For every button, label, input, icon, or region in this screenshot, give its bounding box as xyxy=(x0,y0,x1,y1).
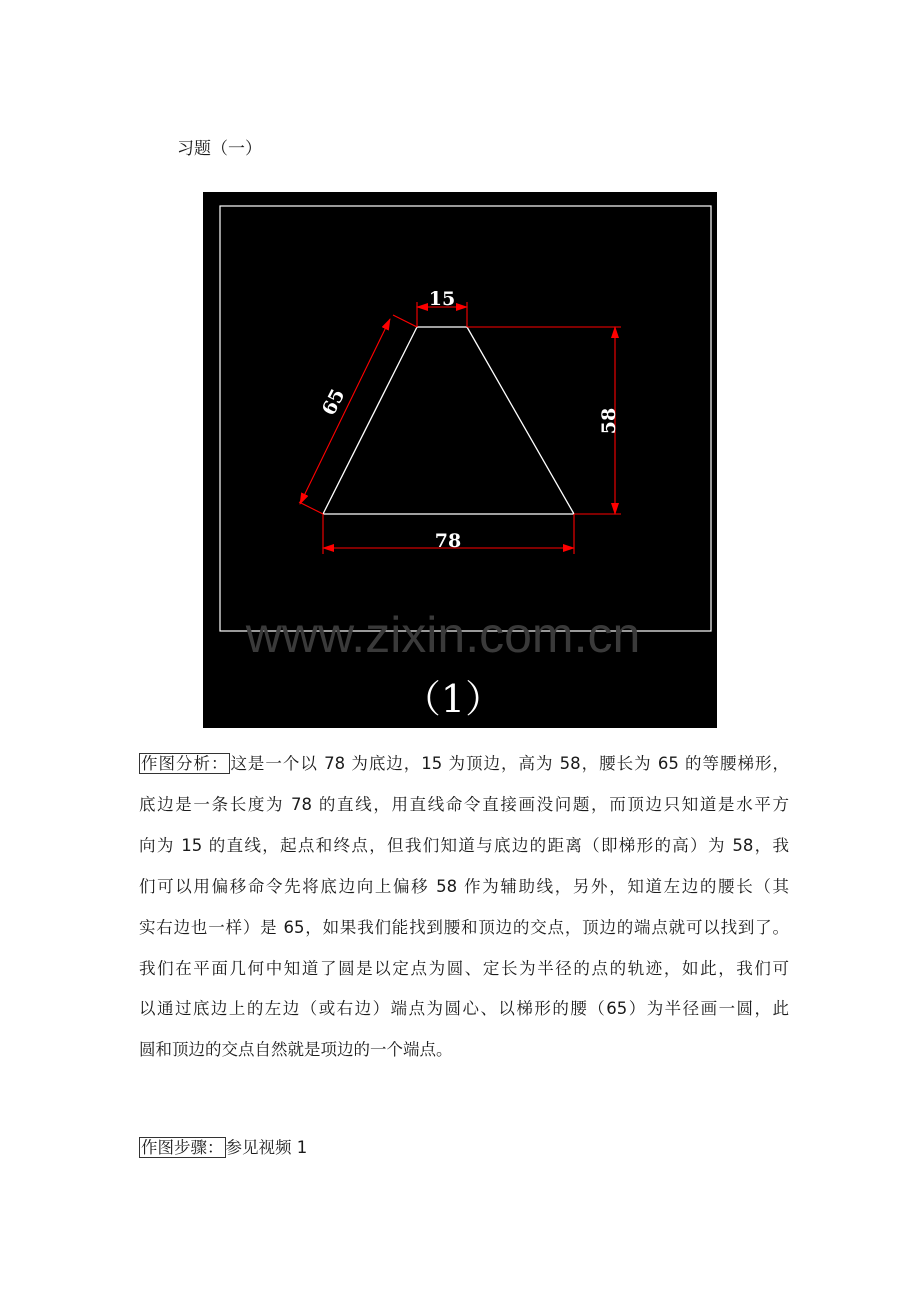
steps-label: 作图步骤： xyxy=(141,1138,224,1157)
trapezoid-outline xyxy=(323,327,574,514)
figure-caption: （1） xyxy=(402,677,504,721)
analysis-line-5: 实右边也一样）是 65，如果我们能找到腰和顶边的交点，顶边的端点就可以找到了。 xyxy=(139,917,789,937)
cad-drawing xyxy=(203,192,717,728)
dimension-bottom-label: 78 xyxy=(434,530,462,552)
analysis-line-6: 我们在平面几何中知道了圆是以定点为圆、定长为半径的点的轨迹，如此，我们可 xyxy=(139,958,789,978)
analysis-paragraph xyxy=(139,744,789,1071)
steps-text: 参见视频 1 xyxy=(225,1138,308,1157)
steps-line xyxy=(139,1128,307,1168)
trapezoid-figure xyxy=(203,192,717,728)
exercise-title: 习题（一） xyxy=(177,139,262,159)
dimension-top-label: 15 xyxy=(428,288,456,310)
dimension-height-label: 58 xyxy=(598,407,620,435)
analysis-line-4: 们可以用偏移命令先将底边向上偏移 58 作为辅助线，另外，知道左边的腰长（其 xyxy=(139,876,789,896)
analysis-line-1: 作图分析： 这是一个以 78 为底边，15 为顶边，高为 58，腰长为 65 的等腰梯形， xyxy=(141,754,789,773)
analysis-line-8: 圆和顶边的交点自然就是项边的一个端点。 xyxy=(139,1040,453,1060)
dimension-side-label: 65 xyxy=(317,385,350,420)
watermark: www.zixin.com.cn xyxy=(245,607,641,663)
drawing-frame xyxy=(220,206,711,631)
analysis-line-2: 底边是一条长度为 78 的直线，用直线命令直接画没问题，而顶边只知道是水平方 xyxy=(139,794,789,814)
analysis-line-3: 向为 15 的直线，起点和终点，但我们知道与底边的距离（即梯形的高）为 58，我 xyxy=(139,835,789,855)
analysis-label: 作图分析： xyxy=(141,754,229,773)
analysis-line-7: 以通过底边上的左边（或右边）端点为圆心、以梯形的腰（65）为半径画一圆，此 xyxy=(139,999,789,1019)
dimension-lines xyxy=(299,302,621,554)
